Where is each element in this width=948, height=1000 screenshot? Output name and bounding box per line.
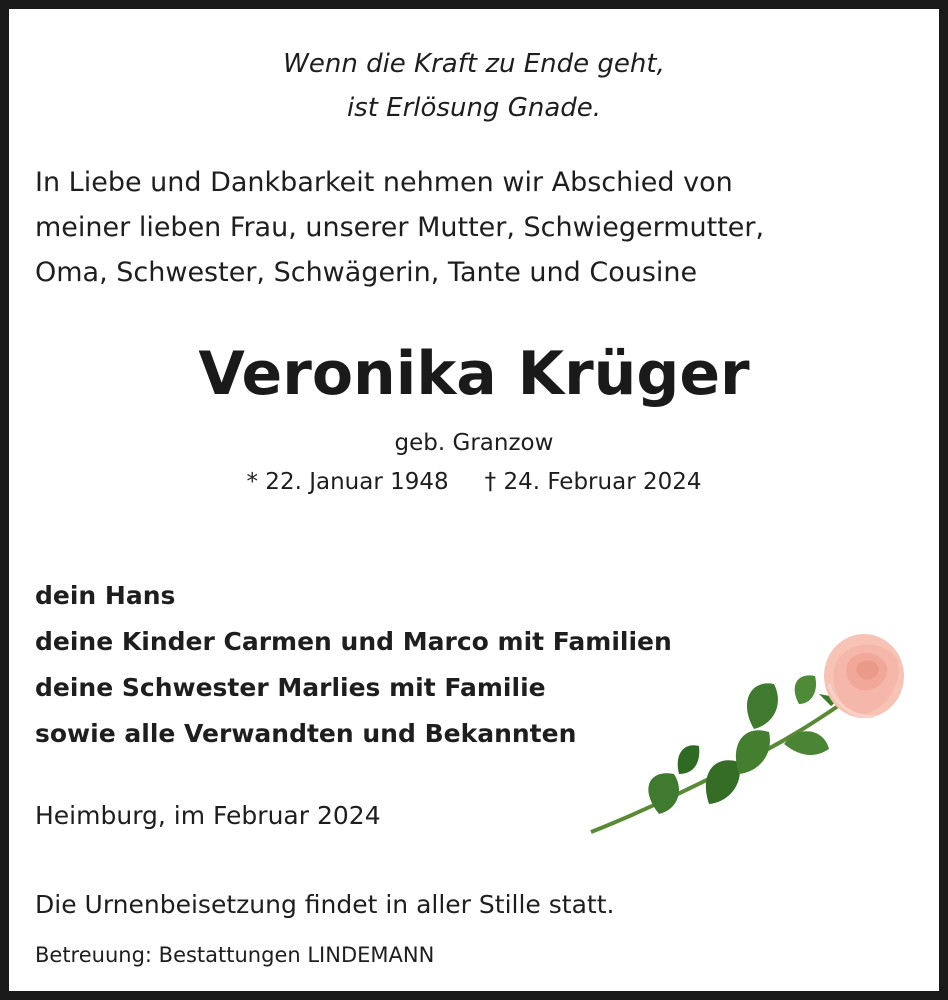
burial-note: Die Urnenbeisetzung findet in aller Stille statt. <box>35 890 615 919</box>
motto <box>9 42 939 130</box>
mourner-line: dein Hans <box>35 581 176 610</box>
mourners-list <box>35 573 672 757</box>
rose-icon <box>579 624 909 854</box>
born-name: geb. Granzow <box>394 430 554 456</box>
life-dates <box>9 469 939 495</box>
intro-line-2: meiner lieben Frau, unserer Mutter, Schwiegermutter, <box>35 212 765 243</box>
place-date: Heimburg, im Februar 2024 <box>35 801 381 830</box>
birth-date: * 22. Januar 1948 <box>246 469 449 495</box>
motto-line-1: Wenn die Kraft zu Ende geht, <box>283 49 665 79</box>
intro-text <box>35 160 913 295</box>
intro-line-1: In Liebe und Dankbarkeit nehmen wir Abschied von <box>35 167 733 198</box>
death-date: † 24. Februar 2024 <box>484 469 702 495</box>
mourner-line: deine Kinder Carmen und Marco mit Familien <box>35 627 672 656</box>
deceased-name: Veronika Krüger <box>198 339 750 409</box>
undertaker-credit: Betreuung: Bestattungen LINDEMANN <box>35 943 435 967</box>
motto-line-2: ist Erlösung Gnade. <box>346 93 602 123</box>
mourner-line: sowie alle Verwandten und Bekannten <box>35 719 577 748</box>
mourner-line: deine Schwester Marlies mit Familie <box>35 673 546 702</box>
intro-line-3: Oma, Schwester, Schwägerin, Tante und Cousine <box>35 257 698 288</box>
